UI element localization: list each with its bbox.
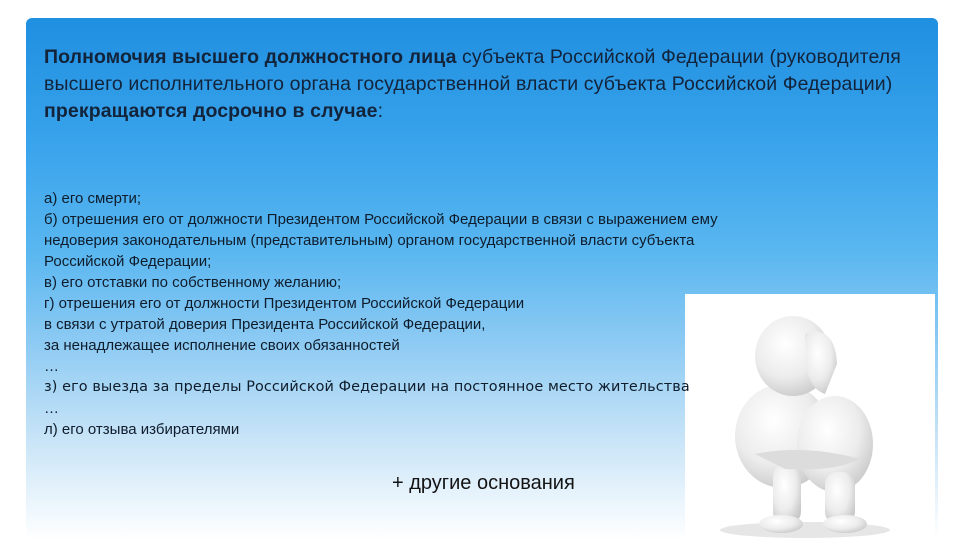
list-item: з) его выезда за пределы Российской Федерации на постоянное место жительства <box>44 379 690 395</box>
title-part-4: : <box>377 100 384 122</box>
list-item: … <box>44 358 59 375</box>
list-item: в связи с утратой доверия Президента Российской Федерации, <box>44 316 486 333</box>
list-item: за ненадлежащее исполнение своих обязанностей <box>44 337 400 354</box>
title-part-bold-1: Полномочия высшего должностного лица <box>44 46 457 68</box>
sad-person-icon <box>685 294 935 540</box>
list-item: а) его смерти; <box>44 190 142 207</box>
title-part-bold-3: прекращаются досрочно в случае <box>44 100 378 122</box>
list-item: г) отрешения его от должности Президентом Российской Федерации <box>44 295 525 312</box>
list-item: в) его отставки по собственному желанию; <box>44 274 342 291</box>
list-item: … <box>44 400 59 417</box>
list-item: недоверия законодательным (представительным) органом государственной власти субъекта <box>44 232 695 249</box>
sad-person-figure <box>685 294 935 540</box>
list-item: л) его отзыва избирателями <box>44 421 240 438</box>
footer-other-grounds: + другие основания <box>392 472 575 494</box>
list-item: б) отрешения его от должности Президентом Российской Федерации в связи с выражением ему <box>44 211 718 228</box>
title-part-2: субъекта Российской Федерации (руководителя высшего исполнительного органа государственной власти субъекта Российской Федерации) <box>44 46 901 95</box>
slide-title <box>44 44 904 125</box>
list-item: Российской Федерации; <box>44 253 212 270</box>
